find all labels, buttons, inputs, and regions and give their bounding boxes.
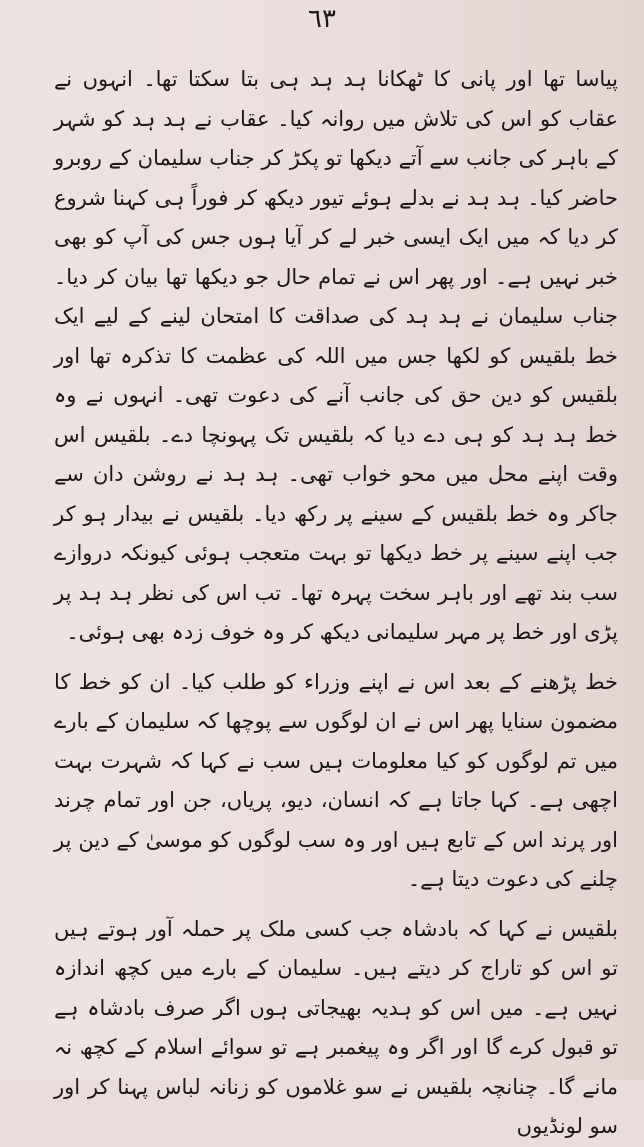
page-body <box>54 60 618 1147</box>
page-number: ٦٣ <box>308 4 336 34</box>
paragraph-3: بلقیس نے کہا کہ بادشاہ جب کسی ملک پر حملہ آور ہوتے ہیں تو اس کو تاراج کر دیتے ہیں۔ سلیمان کے بارے میں کچھ اندازہ نہیں ہے۔ میں اس کو ہدیہ بھیجاتی ہوں اگر صرف بادشاہ ہے تو قبول کرے گا اور اگر وہ پیغمبر ہے تو سوائے اسلام کے کچھ نہ مانے گا۔ چنانچہ بلقیس نے سو غلاموں کو زنانہ لباس پہنا کر اور سو لونڈیوں <box>54 916 618 1138</box>
paragraph-2: خط پڑھنے کے بعد اس نے اپنے وزراء کو طلب کیا۔ ان کو خط کا مضمون سنایا پھر اس نے ان لوگوں سے پوچھا کہ سلیمان کے بارے میں تم لوگوں کو کیا معلومات ہیں سب نے کہا کہ شہرت بہت اچھی ہے۔ کہا جاتا ہے کہ انسان، دیو، پریاں، جن اور تمام چرند اور پرند اس کے تابع ہیں اور وہ سب لوگوں کو موسیٰ کے دین پر چلنے کی دعوت دیتا ہے۔ <box>54 669 618 891</box>
paragraph-1: پیاسا تھا اور پانی کا ٹھکانا ہد ہد ہی بتا سکتا تھا۔ انہوں نے عقاب کو اس کی تلاش میں روانہ کیا۔ عقاب نے ہد ہد کو شہر کے باہر کی جانب سے آتے دیکھا تو پکڑ کر جناب سلیمان کے روبرو حاضر کیا۔ ہد ہد نے بدلے ہوئے تیور دیکھ کر فوراً ہی کہنا شروع کر دیا کہ میں ایک ایسی خبر لے کر آیا ہوں جس کی آپ کو بھی خبر نہیں ہے۔ اور پھر اس نے تمام حال جو دیکھا تھا بیان کر دیا۔ جناب سلیمان نے ہد ہد کی صداقت کا امتحان لینے کے لیے ایک خط بلقیس کو لکھا جس میں اللہ کی عظمت کا تذکرہ تھا اور بلقیس کو دین حق کی جانب آنے کی دعوت تھی۔ انہوں نے وہ خط ہد ہد کو ہی دے دیا کہ بلقیس تک پہونچا دے۔ بلقیس اس وقت اپنے محل میں محو خواب تھی۔ ہد ہد نے روشن دان سے جاکر وہ خط بلقیس کے سینے پر رکھ دیا۔ بلقیس نے بیدار ہو کر جب اپنے سینے پر خط دیکھا تو بہت متعجب ہوئی کیونکہ دروازے سب بند تھے اور باہر سخت پہرہ تھا۔ تب اس کی نظر ہد ہد پر پڑی اور خط پر مہر سلیمانی دیکھ کر وہ خوف زدہ بھی ہوئی۔ <box>54 67 618 644</box>
